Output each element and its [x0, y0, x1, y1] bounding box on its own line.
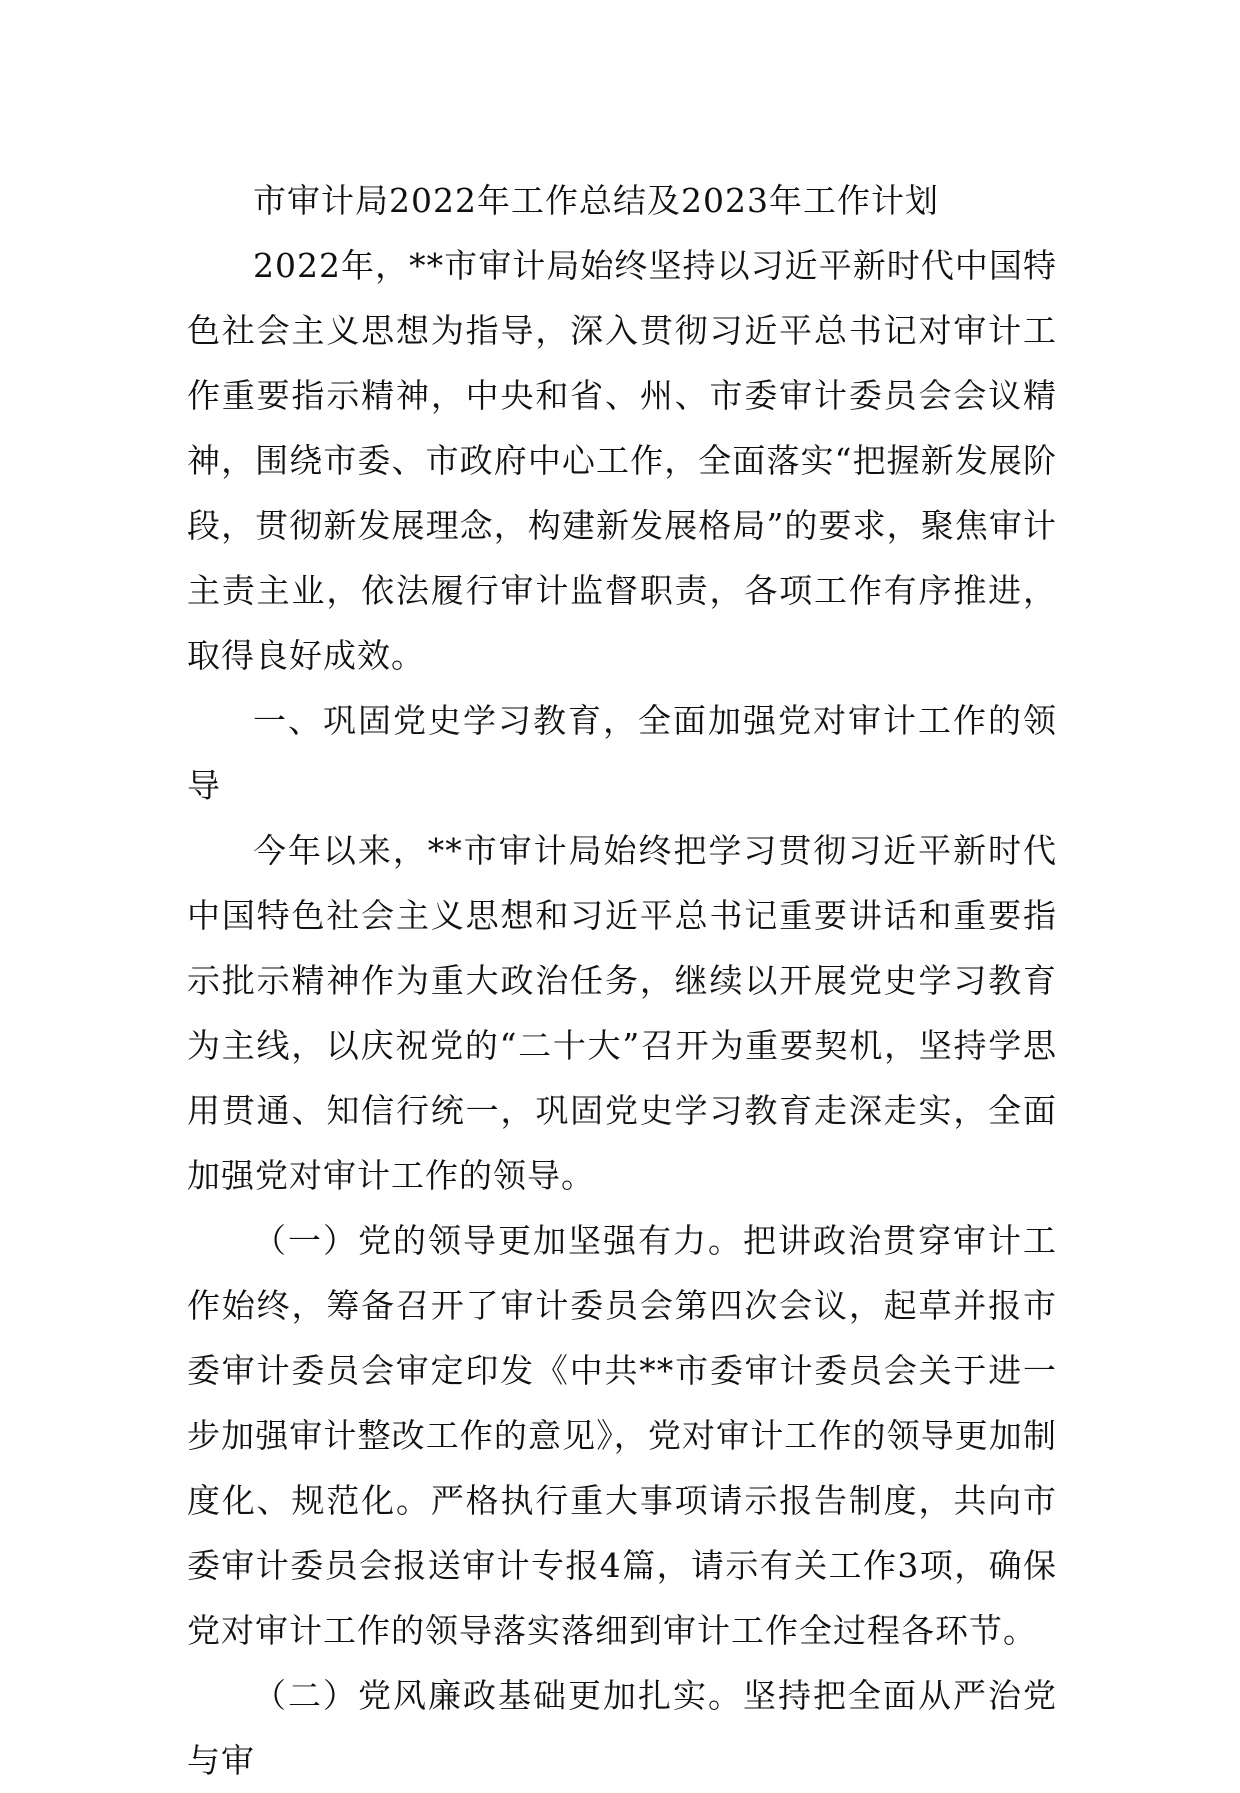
intro-paragraph: 2022年，**市审计局始终坚持以习近平新时代中国特色社会主义思想为指导，深入贯彻习近平总书记对审计工作重要指示精神，中央和省、州、市委审计委员会会议精神，围绕市委、市政府中心工作，全面落实“把握新发展阶段，贯彻新发展理念，构建新发展格局”的要求，聚焦审计主责主业，依法履行审计监督职责，各项工作有序推进，取得良好成效。 [187, 246, 1057, 675]
subsection-2-paragraph: （二）党风廉政基础更加扎实。坚持把全面从严治党与审 [187, 1676, 1057, 1780]
document-title: 市审计局2022年工作总结及2023年工作计划 [253, 181, 939, 220]
document-body [187, 168, 1057, 1793]
section-heading-1: 一、巩固党史学习教育，全面加强党对审计工作的领导 [187, 701, 1057, 805]
subsection-1-paragraph: （一）党的领导更加坚强有力。把讲政治贯穿审计工作始终，筹备召开了审计委员会第四次会议，起草并报市委审计委员会审定印发《中共**市委审计委员会关于进一步加强审计整改工作的意见》，党对审计工作的领导更加制度化、规范化。严格执行重大事项请示报告制度，共向市委审计委员会报送审计专报4篇，请示有关工作3项，确保党对审计工作的领导落实落细到审计工作全过程各环节。 [187, 1221, 1057, 1650]
section-1-paragraph: 今年以来，**市审计局始终把学习贯彻习近平新时代中国特色社会主义思想和习近平总书记重要讲话和重要指示批示精神作为重大政治任务，继续以开展党史学习教育为主线，以庆祝党的“二十大”召开为重要契机，坚持学思用贯通、知信行统一，巩固党史学习教育走深走实，全面加强党对审计工作的领导。 [187, 831, 1057, 1195]
